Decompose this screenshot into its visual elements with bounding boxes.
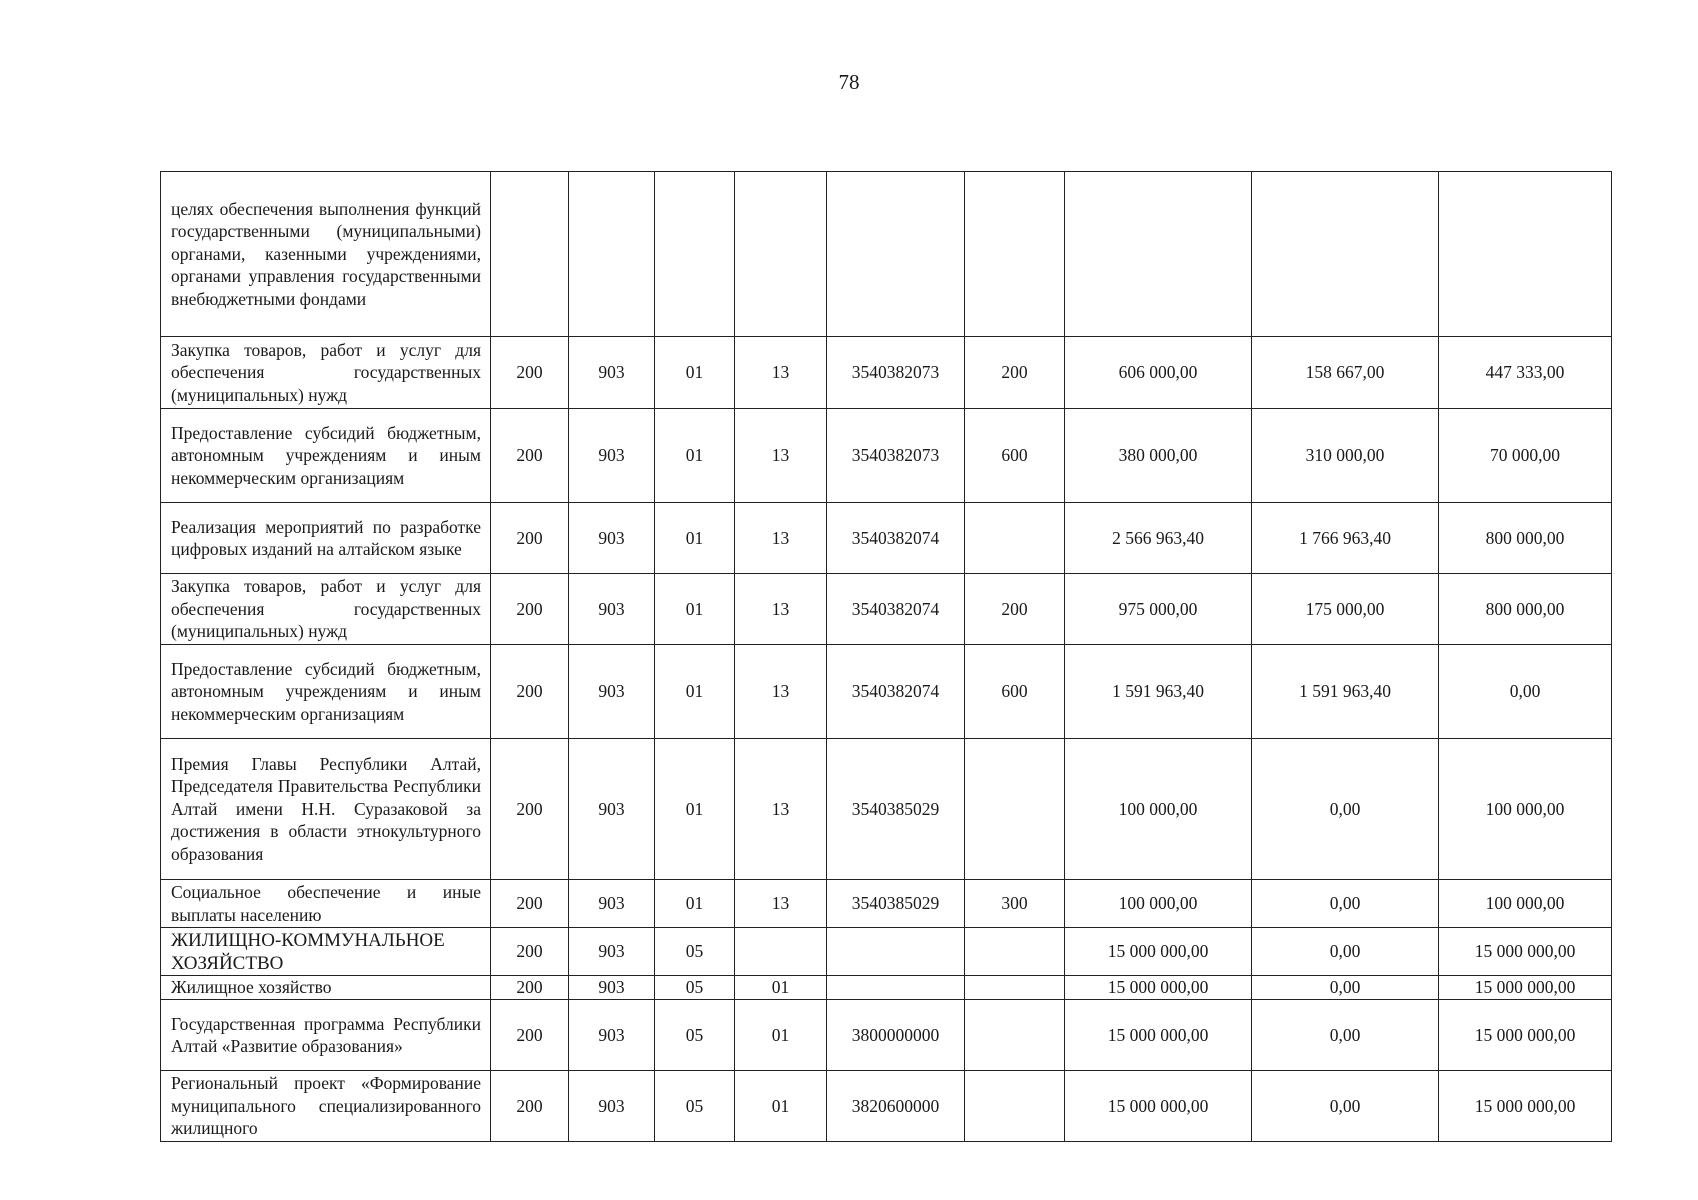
ministry-code-cell: 903 (569, 1071, 655, 1142)
amount-2-cell: 100 000,00 (1439, 880, 1612, 928)
target-code-cell: 3540382073 (827, 409, 965, 503)
admin-code-cell: 200 (491, 1071, 569, 1142)
target-code-cell: 3800000000 (827, 1000, 965, 1071)
ministry-code-cell: 903 (569, 739, 655, 880)
table-row (161, 409, 1612, 503)
ministry-code-cell (569, 172, 655, 337)
table-row (161, 337, 1612, 409)
table-row (161, 976, 1612, 1000)
expense-type-cell (965, 739, 1065, 880)
subsection-code-cell: 13 (735, 645, 827, 739)
row-name-cell: Закупка товаров, работ и услуг для обеспечения государственных (муниципальных) нужд (161, 574, 491, 645)
target-code-cell: 3540382074 (827, 503, 965, 574)
table-row (161, 645, 1612, 739)
table-row (161, 880, 1612, 928)
ministry-code-cell: 903 (569, 409, 655, 503)
table-row (161, 739, 1612, 880)
amount-2-cell: 447 333,00 (1439, 337, 1612, 409)
section-code-cell: 01 (655, 337, 735, 409)
row-name-cell: Предоставление субсидий бюджетным, автономным учреждениям и иным некоммерческим организациям (161, 645, 491, 739)
subsection-code-cell: 13 (735, 337, 827, 409)
section-code-cell: 05 (655, 976, 735, 1000)
expense-type-cell (965, 1000, 1065, 1071)
expense-type-cell (965, 928, 1065, 976)
total-amount-cell: 15 000 000,00 (1065, 928, 1252, 976)
total-amount-cell: 15 000 000,00 (1065, 976, 1252, 1000)
total-amount-cell: 15 000 000,00 (1065, 1000, 1252, 1071)
section-code-cell: 01 (655, 574, 735, 645)
subsection-code-cell: 13 (735, 739, 827, 880)
total-amount-cell: 2 566 963,40 (1065, 503, 1252, 574)
expense-type-cell: 200 (965, 574, 1065, 645)
total-amount-cell (1065, 172, 1252, 337)
section-code-cell: 01 (655, 409, 735, 503)
table-row (161, 503, 1612, 574)
amount-2-cell: 800 000,00 (1439, 503, 1612, 574)
amount-2-cell: 15 000 000,00 (1439, 976, 1612, 1000)
total-amount-cell: 100 000,00 (1065, 880, 1252, 928)
row-name-cell: Социальное обеспечение и иные выплаты населению (161, 880, 491, 928)
row-name-cell: Государственная программа Республики Алтай «Развитие образования» (161, 1000, 491, 1071)
expense-type-cell: 300 (965, 880, 1065, 928)
target-code-cell: 3540382073 (827, 337, 965, 409)
total-amount-cell: 975 000,00 (1065, 574, 1252, 645)
page-number: 78 (838, 70, 860, 94)
target-code-cell: 3540382074 (827, 645, 965, 739)
ministry-code-cell: 903 (569, 928, 655, 976)
budget-table (160, 171, 1612, 1142)
amount-1-cell: 310 000,00 (1252, 409, 1439, 503)
ministry-code-cell: 903 (569, 645, 655, 739)
subsection-code-cell: 01 (735, 1000, 827, 1071)
admin-code-cell: 200 (491, 880, 569, 928)
row-name-cell: ЖИЛИЩНО-КОММУНАЛЬНОЕ ХОЗЯЙСТВО (161, 928, 491, 976)
subsection-code-cell: 13 (735, 574, 827, 645)
amount-1-cell: 1 766 963,40 (1252, 503, 1439, 574)
section-code-cell: 05 (655, 1071, 735, 1142)
expense-type-cell (965, 976, 1065, 1000)
admin-code-cell: 200 (491, 1000, 569, 1071)
admin-code-cell: 200 (491, 645, 569, 739)
amount-1-cell (1252, 172, 1439, 337)
amount-2-cell: 800 000,00 (1439, 574, 1612, 645)
ministry-code-cell: 903 (569, 503, 655, 574)
total-amount-cell: 100 000,00 (1065, 739, 1252, 880)
table-row (161, 928, 1612, 976)
amount-2-cell: 15 000 000,00 (1439, 1071, 1612, 1142)
subsection-code-cell: 01 (735, 976, 827, 1000)
admin-code-cell: 200 (491, 409, 569, 503)
amount-2-cell: 15 000 000,00 (1439, 928, 1612, 976)
target-code-cell: 3540382074 (827, 574, 965, 645)
section-code-cell: 05 (655, 928, 735, 976)
admin-code-cell (491, 172, 569, 337)
amount-2-cell (1439, 172, 1612, 337)
section-code-cell: 01 (655, 645, 735, 739)
admin-code-cell: 200 (491, 574, 569, 645)
row-name-cell: Жилищное хозяйство (161, 976, 491, 1000)
row-name-cell: Предоставление субсидий бюджетным, автономным учреждениям и иным некоммерческим организациям (161, 409, 491, 503)
amount-2-cell: 15 000 000,00 (1439, 1000, 1612, 1071)
ministry-code-cell: 903 (569, 574, 655, 645)
amount-1-cell: 1 591 963,40 (1252, 645, 1439, 739)
total-amount-cell: 15 000 000,00 (1065, 1071, 1252, 1142)
total-amount-cell: 606 000,00 (1065, 337, 1252, 409)
amount-2-cell: 100 000,00 (1439, 739, 1612, 880)
total-amount-cell: 1 591 963,40 (1065, 645, 1252, 739)
row-name-cell: Закупка товаров, работ и услуг для обеспечения государственных (муниципальных) нужд (161, 337, 491, 409)
row-name-cell: Реализация мероприятий по разработке цифровых изданий на алтайском языке (161, 503, 491, 574)
row-name-cell: целях обеспечения выполнения функций государственными (муниципальными) органами, казенными учреждениями, органами управления государственными внебюджетными фондами (161, 172, 491, 337)
ministry-code-cell: 903 (569, 1000, 655, 1071)
total-amount-cell: 380 000,00 (1065, 409, 1252, 503)
expense-type-cell (965, 503, 1065, 574)
subsection-code-cell: 13 (735, 503, 827, 574)
table-row (161, 574, 1612, 645)
expense-type-cell: 200 (965, 337, 1065, 409)
amount-1-cell: 0,00 (1252, 1071, 1439, 1142)
section-code-cell: 01 (655, 880, 735, 928)
subsection-code-cell: 13 (735, 880, 827, 928)
ministry-code-cell: 903 (569, 880, 655, 928)
table-row (161, 172, 1612, 337)
ministry-code-cell: 903 (569, 976, 655, 1000)
target-code-cell (827, 172, 965, 337)
admin-code-cell: 200 (491, 976, 569, 1000)
target-code-cell: 3540385029 (827, 739, 965, 880)
row-name-cell: Региональный проект «Формирование муниципального специализированного жилищного (161, 1071, 491, 1142)
amount-1-cell: 0,00 (1252, 976, 1439, 1000)
amount-1-cell: 175 000,00 (1252, 574, 1439, 645)
amount-1-cell: 0,00 (1252, 928, 1439, 976)
subsection-code-cell (735, 928, 827, 976)
target-code-cell: 3540385029 (827, 880, 965, 928)
amount-1-cell: 0,00 (1252, 880, 1439, 928)
subsection-code-cell (735, 172, 827, 337)
target-code-cell (827, 976, 965, 1000)
expense-type-cell (965, 172, 1065, 337)
admin-code-cell: 200 (491, 928, 569, 976)
amount-1-cell: 0,00 (1252, 739, 1439, 880)
row-name-cell: Премия Главы Республики Алтай, Председателя Правительства Республики Алтай имени Н.Н. Суразаковой за достижения в области этнокультурного образования (161, 739, 491, 880)
amount-1-cell: 0,00 (1252, 1000, 1439, 1071)
expense-type-cell (965, 1071, 1065, 1142)
section-code-cell: 01 (655, 503, 735, 574)
amount-2-cell: 70 000,00 (1439, 409, 1612, 503)
amount-2-cell: 0,00 (1439, 645, 1612, 739)
admin-code-cell: 200 (491, 337, 569, 409)
ministry-code-cell: 903 (569, 337, 655, 409)
section-code-cell: 05 (655, 1000, 735, 1071)
section-code-cell (655, 172, 735, 337)
admin-code-cell: 200 (491, 739, 569, 880)
table-row (161, 1000, 1612, 1071)
subsection-code-cell: 01 (735, 1071, 827, 1142)
subsection-code-cell: 13 (735, 409, 827, 503)
expense-type-cell: 600 (965, 409, 1065, 503)
table-row (161, 1071, 1612, 1142)
expense-type-cell: 600 (965, 645, 1065, 739)
amount-1-cell: 158 667,00 (1252, 337, 1439, 409)
target-code-cell (827, 928, 965, 976)
admin-code-cell: 200 (491, 503, 569, 574)
target-code-cell: 3820600000 (827, 1071, 965, 1142)
section-code-cell: 01 (655, 739, 735, 880)
